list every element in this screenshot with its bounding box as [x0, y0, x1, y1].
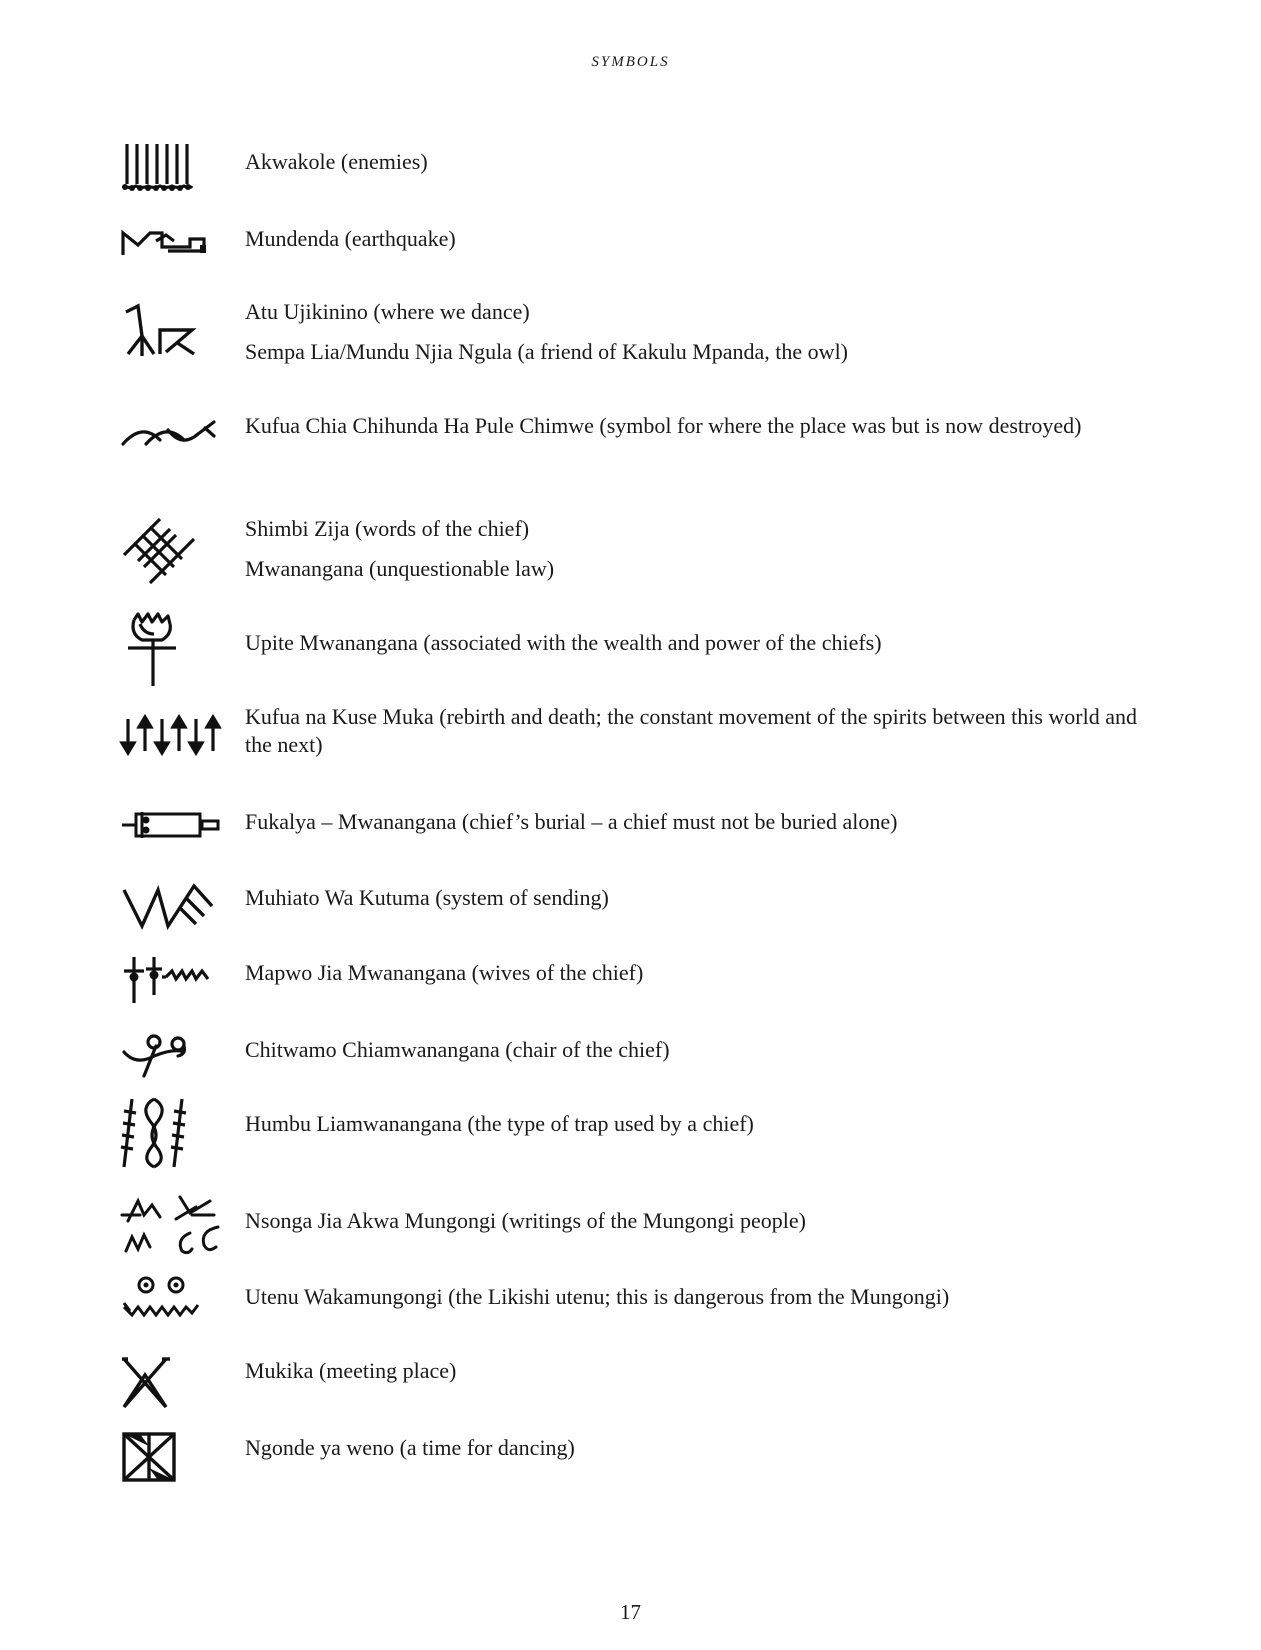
utenu-symbol-icon [120, 1275, 230, 1323]
symbol-entry-kufua-chia-chihunda [120, 412, 1160, 472]
symbol-description: Upite Mwanangana (associated with the wealth and power of the chiefs) [245, 630, 882, 655]
symbol-description: Mapwo Jia Mwanangana (wives of the chief) [245, 960, 644, 985]
symbol-entry-mukika [120, 1355, 1160, 1415]
kufua-chia-chihunda-symbol-icon [120, 418, 230, 450]
mukika-symbol-icon [120, 1355, 230, 1411]
shimbi-zija-symbol-icon [120, 515, 230, 587]
symbol-entry-humbu [120, 1095, 1160, 1170]
symbol-entry-mapwo-jia-mwanangana [120, 955, 1160, 1010]
symbol-description: Ngonde ya weno (a time for dancing) [245, 1435, 575, 1460]
symbol-entry-upite-mwanangana [120, 612, 1160, 692]
symbol-entry-utenu [120, 1275, 1160, 1330]
symbol-description: Fukalya – Mwanangana (chief’s burial – a chief must not be buried alone) [245, 809, 898, 834]
symbol-description: Muhiato Wa Kutuma (system of sending) [245, 885, 609, 910]
mundenda-symbol-icon [120, 227, 230, 257]
symbol-entry-atu-ujikinino [120, 298, 1160, 368]
fukalya-symbol-icon [120, 810, 230, 840]
symbol-entry-chitwamo [120, 1030, 1160, 1085]
akwakole-symbol-icon [120, 142, 230, 194]
nsonga-symbol-icon [120, 1193, 230, 1257]
symbol-description: Utenu Wakamungongi (the Likishi utenu; this is dangerous from the Mungongi) [245, 1284, 950, 1309]
symbol-entry-kufua-na-kuse-muka [120, 703, 1160, 763]
symbol-description: Kufua Chia Chihunda Ha Pule Chimwe (symbol for where the place was but is now destroyed) [245, 413, 1082, 438]
symbol-entry-akwakole [120, 142, 1160, 202]
symbol-entry-shimbi-zija [120, 513, 1160, 588]
upite-mwanangana-symbol-icon [120, 612, 230, 688]
running-head: SYMBOLS [591, 54, 670, 70]
humbu-symbol-icon [120, 1095, 230, 1169]
mapwo-jia-mwanangana-symbol-icon [120, 955, 230, 1005]
symbol-description: Atu Ujikinino (where we dance) [245, 299, 530, 324]
symbol-description: Kufua na Kuse Muka (rebirth and death; the constant movement of the spirits between this world and the next) [245, 704, 1137, 757]
ngonde-symbol-icon [120, 1430, 230, 1484]
symbol-description: Shimbi Zija (words of the chief) [245, 516, 530, 541]
symbol-description: Sempa Lia/Mundu Njia Ngula (a friend of Kakulu Mpanda, the owl) [245, 339, 849, 364]
muhiato-wa-kutuma-symbol-icon [120, 882, 230, 930]
chitwamo-symbol-icon [120, 1030, 230, 1080]
symbol-description: Nsonga Jia Akwa Mungongi (writings of the Mungongi people) [245, 1208, 806, 1233]
symbol-entry-nsonga [120, 1193, 1160, 1263]
symbol-description: Humbu Liamwanangana (the type of trap used by a chief) [245, 1111, 754, 1136]
symbol-description: Mukika (meeting place) [245, 1358, 457, 1383]
page-number: 17 [620, 1600, 641, 1624]
atu-ujikinino-symbol-icon [120, 302, 230, 358]
symbol-description: Mwanangana (unquestionable law) [245, 556, 555, 581]
symbol-entry-muhiato-wa-kutuma [120, 880, 1160, 940]
symbol-entry-mundenda [120, 225, 1160, 265]
kufua-na-kuse-muka-symbol-icon [120, 715, 230, 755]
symbol-description: Akwakole (enemies) [245, 149, 428, 174]
symbol-entry-fukalya [120, 808, 1160, 848]
symbol-description: Chitwamo Chiamwanangana (chair of the chief) [245, 1037, 670, 1062]
symbol-entry-ngonde [120, 1430, 1160, 1490]
symbol-description: Mundenda (earthquake) [245, 226, 456, 251]
